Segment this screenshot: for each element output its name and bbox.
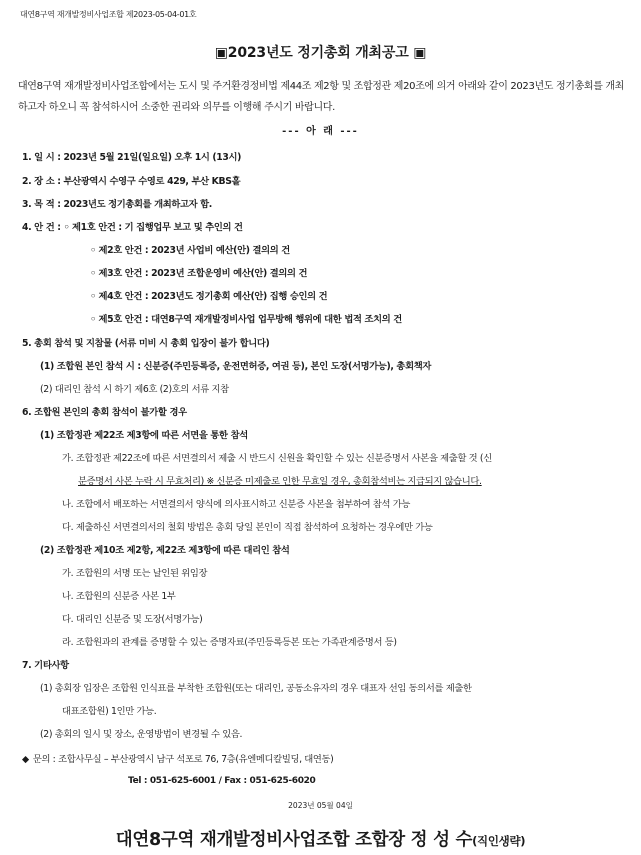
attendance-proxy: (2) 대리인 참석 시 하기 제6호 (2)호의 서류 지참 — [40, 384, 229, 395]
item-place: 2. 장 소 : 부산광역시 수영구 수영로 429, 부산 KBS홀 — [22, 176, 241, 187]
signature-name: 대연8구역 재개발정비사업조합 조합장 정 성 수 — [115, 830, 473, 850]
section-attendance: 5. 총회 참석 및 지참물 (서류 미비 시 총회 입장이 불가 합니다) — [22, 338, 270, 349]
document-number: 대연8구역 재개발정비사업조합 제2023-05-04-01호 — [20, 10, 197, 19]
signature-block — [0, 826, 641, 851]
tel-fax-line: Tel : 051-625-6001 / Fax : 051-625-6020 — [128, 776, 316, 786]
item-date: 1. 일 시 : 2023년 5월 21일(일요일) 오후 1시 (13시) — [22, 152, 242, 163]
seal-omitted-note: (직인생략) — [472, 834, 526, 848]
misc-entry-rule: (1) 총회장 입장은 조합원 인식표를 부착한 조합원(또는 대리인, 공동소유자의 경우 대표자 선임 동의서를 제출한 — [40, 683, 472, 694]
proxy-doc-d: 라. 조합원과의 관계를 증명할 수 있는 증명자료(주민등록등본 또는 가족관계증명서 등) — [62, 637, 397, 648]
agenda-item-1: 4. 안 건 : ◦ 제1호 안건 : 기 집행업무 보고 및 추인의 건 — [22, 222, 243, 233]
contact-line — [22, 754, 333, 766]
misc-change-notice: (2) 총회의 일시 및 장소, 운영방법이 변경될 수 있음. — [40, 729, 243, 740]
agenda-item-3: ◦ 제3호 안건 : 2023년 조합운영비 예산(안) 결의의 건 — [90, 268, 308, 279]
written-vote-rule-a-cont: 분증명서 사본 누락 시 무효처리) ※ 신분증 미제출로 인한 무효일 경우, 총회참석비는 지급되지 않습니다. — [78, 476, 482, 487]
written-vote-rule-a: 가. 조합정관 제22조에 따른 서면결의서 제출 시 반드시 신원을 확인할 수 있는 신분증명서 사본을 제출할 것 (신 — [62, 453, 492, 464]
proxy-doc-c: 다. 대리인 신분증 및 도장(서명가능) — [62, 614, 203, 625]
notice-title: ▣2023년도 정기총회 개최공고 ▣ — [214, 45, 427, 61]
agenda-item-5: ◦ 제5호 안건 : 대연8구역 재개발정비사업 업무방해 행위에 대한 법적 조치의 건 — [90, 314, 402, 325]
attendance-self: (1) 조합원 본인 참석 시 : 신분증(주민등록증, 운전면허증, 여권 등), 본인 도장(서명가능), 총회책자 — [40, 361, 431, 372]
diamond-bullet-icon: ◆ — [22, 754, 29, 765]
proxy-doc-a: 가. 조합원의 서명 또는 날인된 위임장 — [62, 568, 208, 579]
misc-entry-rule-cont: 대표조합원) 1인만 가능. — [62, 706, 157, 717]
absence-proxy: (2) 조합정관 제10조 제2항, 제22조 제3항에 따른 대리인 참석 — [40, 545, 290, 556]
notice-date: 2023년 05월 04일 — [288, 801, 353, 810]
agenda-item-4: ◦ 제4호 안건 : 2023년도 정기총회 예산(안) 집행 승인의 건 — [90, 291, 328, 302]
written-vote-rule-c: 다. 제출하신 서면결의서의 철회 방법은 총회 당일 본인이 직접 참석하여 요청하는 경우에만 가능 — [62, 522, 433, 533]
item-purpose: 3. 목 적 : 2023년도 정기총회를 개최하고자 함. — [22, 199, 212, 210]
written-vote-rule-b: 나. 조합에서 배포하는 서면결의서 양식에 의사표시하고 신분증 사본을 첨부하여 참석 가능 — [62, 499, 410, 510]
absence-written-vote: (1) 조합정관 제22조 제3항에 따른 서면을 통한 참석 — [40, 430, 248, 441]
intro-paragraph: 대연8구역 재개발정비사업조합에서는 도시 및 주거환경정비법 제44조 제2항 및 조합정관 제20조에 의거 아래와 같이 2023년도 정기총회를 개최하고자 하오니 꼭 참석하시어 소중한 권리와 의무를 이행해 주시기 바랍니다. — [18, 81, 624, 113]
section-absence: 6. 조합원 본인의 총회 참석이 불가할 경우 — [22, 407, 187, 418]
section-misc: 7. 기타사항 — [22, 660, 69, 671]
agenda-item-2: ◦ 제2호 안건 : 2023년 사업비 예산(안) 결의의 건 — [90, 245, 290, 256]
proxy-doc-b: 나. 조합원의 신분증 사본 1부 — [62, 591, 176, 602]
contact-text: 문의 : 조합사무실 – 부산광역시 남구 석포로 76, 7층(유엔메디칼빌딩, 대연동) — [32, 754, 334, 765]
section-marker: --- 아 래 --- — [282, 126, 359, 137]
